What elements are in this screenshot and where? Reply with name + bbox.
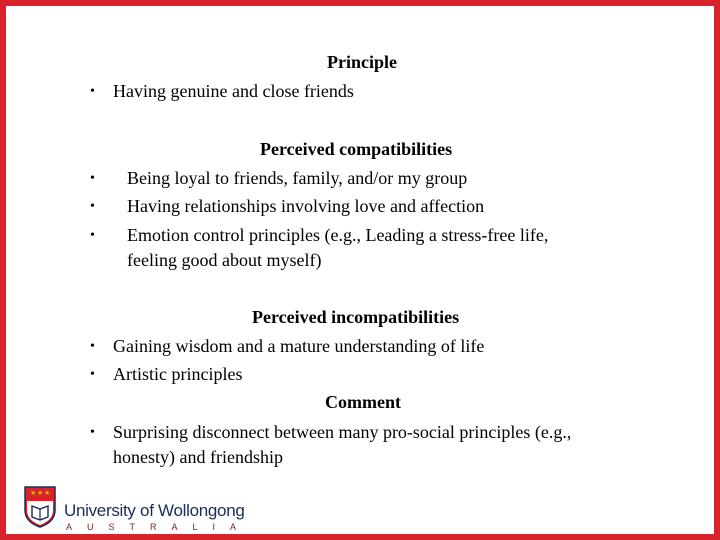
- principle-heading: Principle: [327, 52, 397, 72]
- svg-text:★: ★: [37, 489, 44, 497]
- incompatibilities-heading: Perceived incompatibilities: [252, 307, 460, 327]
- principle-item: Having genuine and close friends: [113, 81, 354, 101]
- university-name: University of Wollongong: [64, 501, 245, 520]
- comment-item: Surprising disconnect between many pro-social principles (e.g.,: [113, 422, 572, 442]
- incompatibility-item: Artistic principles: [113, 364, 243, 384]
- incompatibility-item: Gaining wisdom and a mature understanding of life: [113, 336, 485, 356]
- bullet: •: [90, 171, 95, 186]
- compatibilities-heading: Perceived compatibilities: [260, 139, 453, 159]
- university-country: AUSTRALIA: [66, 522, 252, 532]
- compatibility-item: Being loyal to friends, family, and/or my group: [127, 168, 468, 188]
- compatibility-item: Having relationships involving love and affection: [127, 196, 485, 216]
- bullet: •: [90, 228, 95, 243]
- compatibility-item: Emotion control principles (e.g., Leading a stress-free life,: [127, 225, 549, 245]
- bullet: •: [90, 199, 95, 214]
- bullet: •: [90, 367, 95, 382]
- svg-text:★: ★: [30, 489, 37, 497]
- university-logo: [24, 486, 254, 532]
- bullet: •: [90, 339, 95, 354]
- svg-text:★: ★: [44, 489, 51, 497]
- comment-item-continuation: honesty) and friendship: [113, 447, 283, 467]
- university-crest-icon: [24, 486, 56, 528]
- compatibility-item-continuation: feeling good about myself): [127, 250, 322, 270]
- bullet: •: [90, 84, 95, 99]
- comment-heading: Comment: [325, 392, 401, 412]
- bullet: •: [90, 425, 95, 440]
